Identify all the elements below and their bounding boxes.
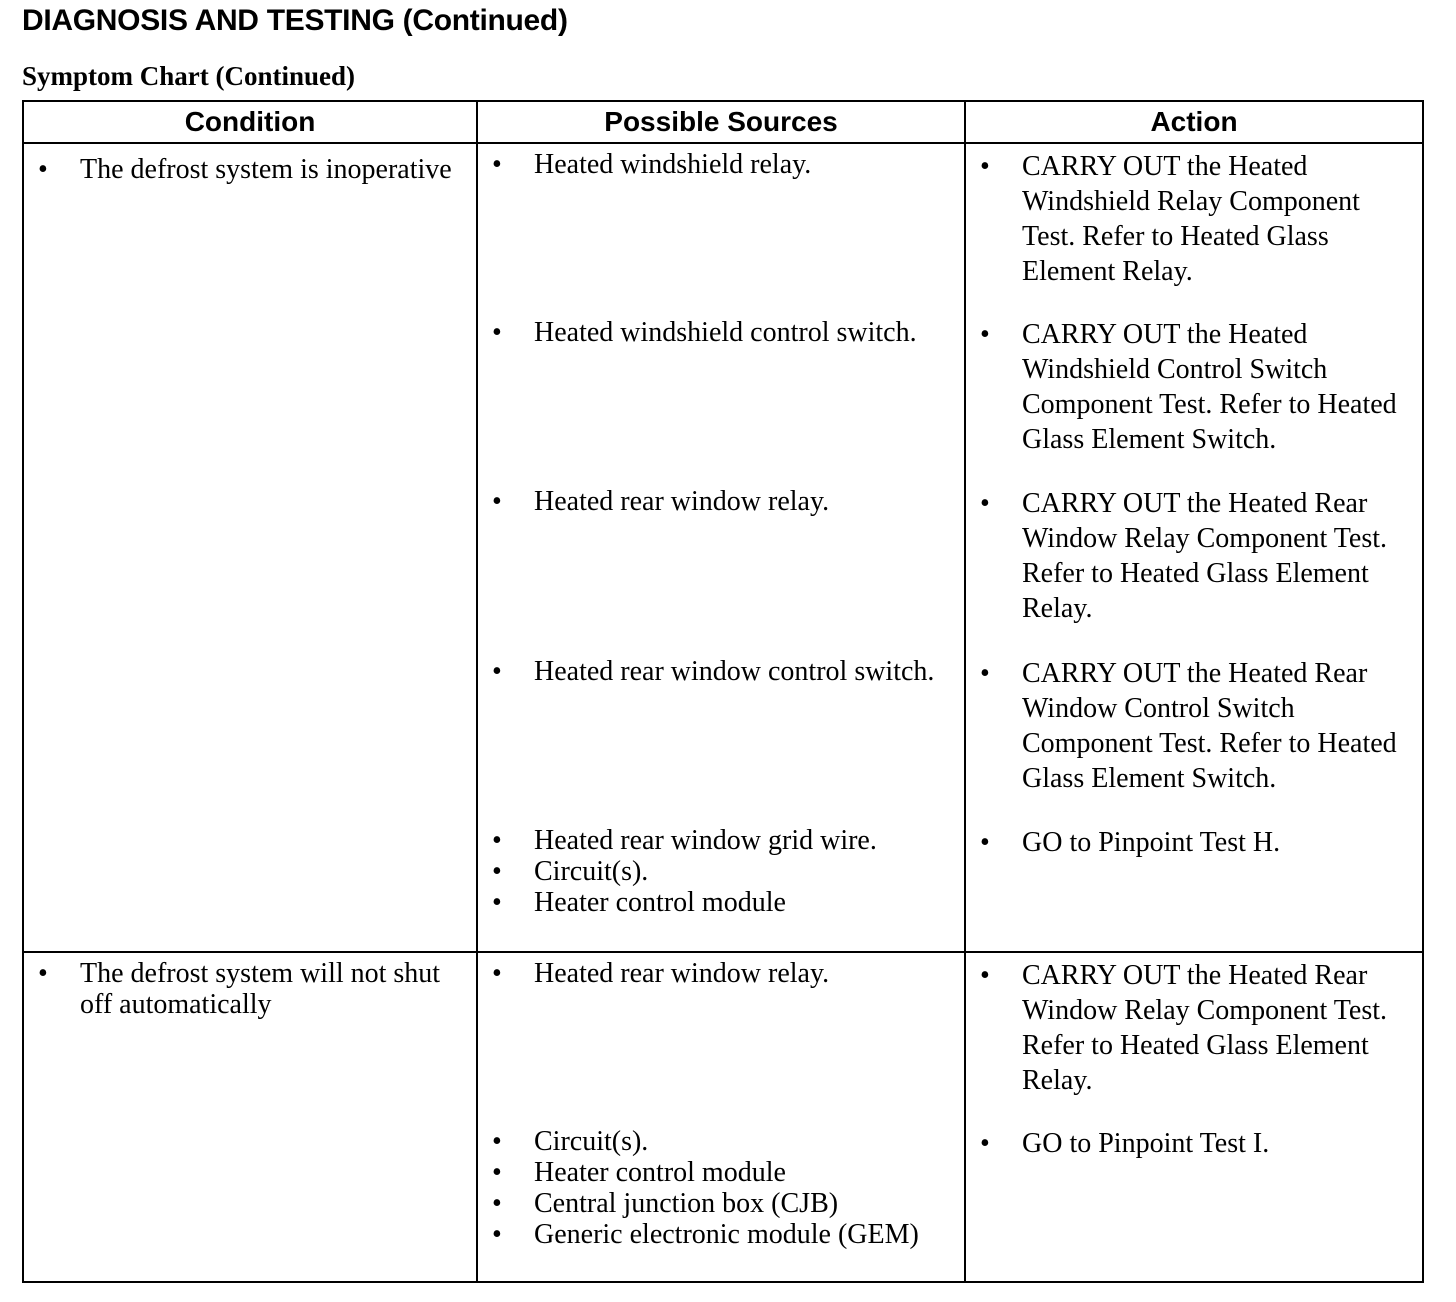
action-text: GO to Pinpoint Test I. (1022, 1128, 1270, 1159)
list-item (24, 958, 456, 1020)
condition-cell (23, 143, 477, 952)
list-item (24, 154, 456, 185)
condition-cell (23, 952, 477, 1282)
list-item (478, 825, 940, 856)
bullet-icon: • (980, 658, 990, 689)
bullet-icon: • (492, 825, 502, 856)
bullet-icon: • (980, 827, 990, 858)
action-cell (965, 312, 1423, 481)
table-header-row (23, 101, 1423, 143)
list-item (478, 149, 940, 180)
list-item (966, 486, 1412, 626)
source-text: Heater control module (534, 1157, 786, 1188)
list-item (478, 958, 940, 989)
bullet-icon: • (980, 319, 990, 350)
action-cell (965, 143, 1423, 312)
bullet-icon: • (492, 486, 502, 517)
table-row (23, 952, 1423, 1121)
list-item (966, 825, 1412, 860)
list-item (478, 656, 940, 687)
condition-text: The defrost system is inoperative (80, 154, 452, 185)
bullet-icon: • (492, 1188, 502, 1219)
action-text: CARRY OUT the Heated Windshield Control Switch Component Test. Refer to Heated Glass Element Switch. (1022, 319, 1397, 455)
source-text: Circuit(s). (534, 1126, 649, 1157)
source-text: Heated rear window control switch. (534, 656, 935, 687)
table-row (23, 143, 1423, 312)
bullet-icon: • (492, 1219, 502, 1250)
list-item (478, 856, 940, 887)
header-condition: Condition (23, 101, 477, 143)
list-item (478, 317, 940, 348)
source-text: Heated rear window relay. (534, 958, 830, 989)
bullet-icon: • (492, 958, 502, 989)
header-action: Action (965, 101, 1423, 143)
bullet-icon: • (980, 488, 990, 519)
action-text: CARRY OUT the Heated Windshield Relay Component Test. Refer to Heated Glass Element Relay. (1022, 151, 1360, 287)
list-item (478, 486, 940, 517)
source-text: Heated windshield control switch. (534, 317, 917, 348)
list-item (966, 149, 1412, 289)
source-text: Heater control module (534, 887, 786, 918)
action-cell (965, 952, 1423, 1121)
bullet-icon: • (980, 151, 990, 182)
source-text: Heated rear window grid wire. (534, 825, 877, 856)
sources-cell (477, 1121, 965, 1282)
action-text: GO to Pinpoint Test H. (1022, 827, 1281, 858)
list-item (966, 1126, 1412, 1161)
source-text: Central junction box (CJB) (534, 1188, 839, 1219)
list-item (478, 1126, 940, 1157)
list-item (966, 958, 1412, 1098)
sources-cell (477, 481, 965, 651)
header-possible-sources: Possible Sources (477, 101, 965, 143)
list-item (478, 1188, 940, 1219)
action-cell (965, 820, 1423, 952)
bullet-icon: • (38, 154, 48, 185)
list-item (478, 1157, 940, 1188)
source-text: Circuit(s). (534, 856, 649, 887)
bullet-icon: • (980, 1128, 990, 1159)
sources-cell (477, 312, 965, 481)
page-title: DIAGNOSIS AND TESTING (Continued) (22, 4, 568, 37)
bullet-icon: • (492, 856, 502, 887)
bullet-icon: • (492, 656, 502, 687)
action-text: CARRY OUT the Heated Rear Window Relay Component Test. Refer to Heated Glass Element Relay. (1022, 488, 1388, 624)
bullet-icon: • (492, 317, 502, 348)
bullet-icon: • (980, 960, 990, 991)
condition-text: The defrost system will not shut off automatically (80, 958, 441, 1020)
action-cell (965, 1121, 1423, 1282)
section-title: Symptom Chart (Continued) (22, 61, 356, 91)
list-item (966, 317, 1412, 457)
list-item (966, 656, 1412, 796)
source-text: Heated windshield relay. (534, 149, 812, 180)
bullet-icon: • (492, 887, 502, 918)
bullet-icon: • (492, 1126, 502, 1157)
source-text: Heated rear window relay. (534, 486, 830, 517)
action-text: CARRY OUT the Heated Rear Window Relay Component Test. Refer to Heated Glass Element Relay. (1022, 960, 1388, 1096)
sources-cell (477, 143, 965, 312)
bullet-icon: • (38, 958, 48, 989)
list-item (478, 887, 940, 918)
sources-cell (477, 820, 965, 952)
bullet-icon: • (492, 149, 502, 180)
list-item (478, 1219, 940, 1250)
sources-cell (477, 651, 965, 820)
source-text: Generic electronic module (GEM) (534, 1219, 919, 1250)
bullet-icon: • (492, 1157, 502, 1188)
action-text: CARRY OUT the Heated Rear Window Control Switch Component Test. Refer to Heated Glass Element Switch. (1022, 658, 1397, 794)
symptom-chart-table (22, 100, 1424, 1283)
action-cell (965, 651, 1423, 820)
action-cell (965, 481, 1423, 651)
sources-cell (477, 952, 965, 1121)
